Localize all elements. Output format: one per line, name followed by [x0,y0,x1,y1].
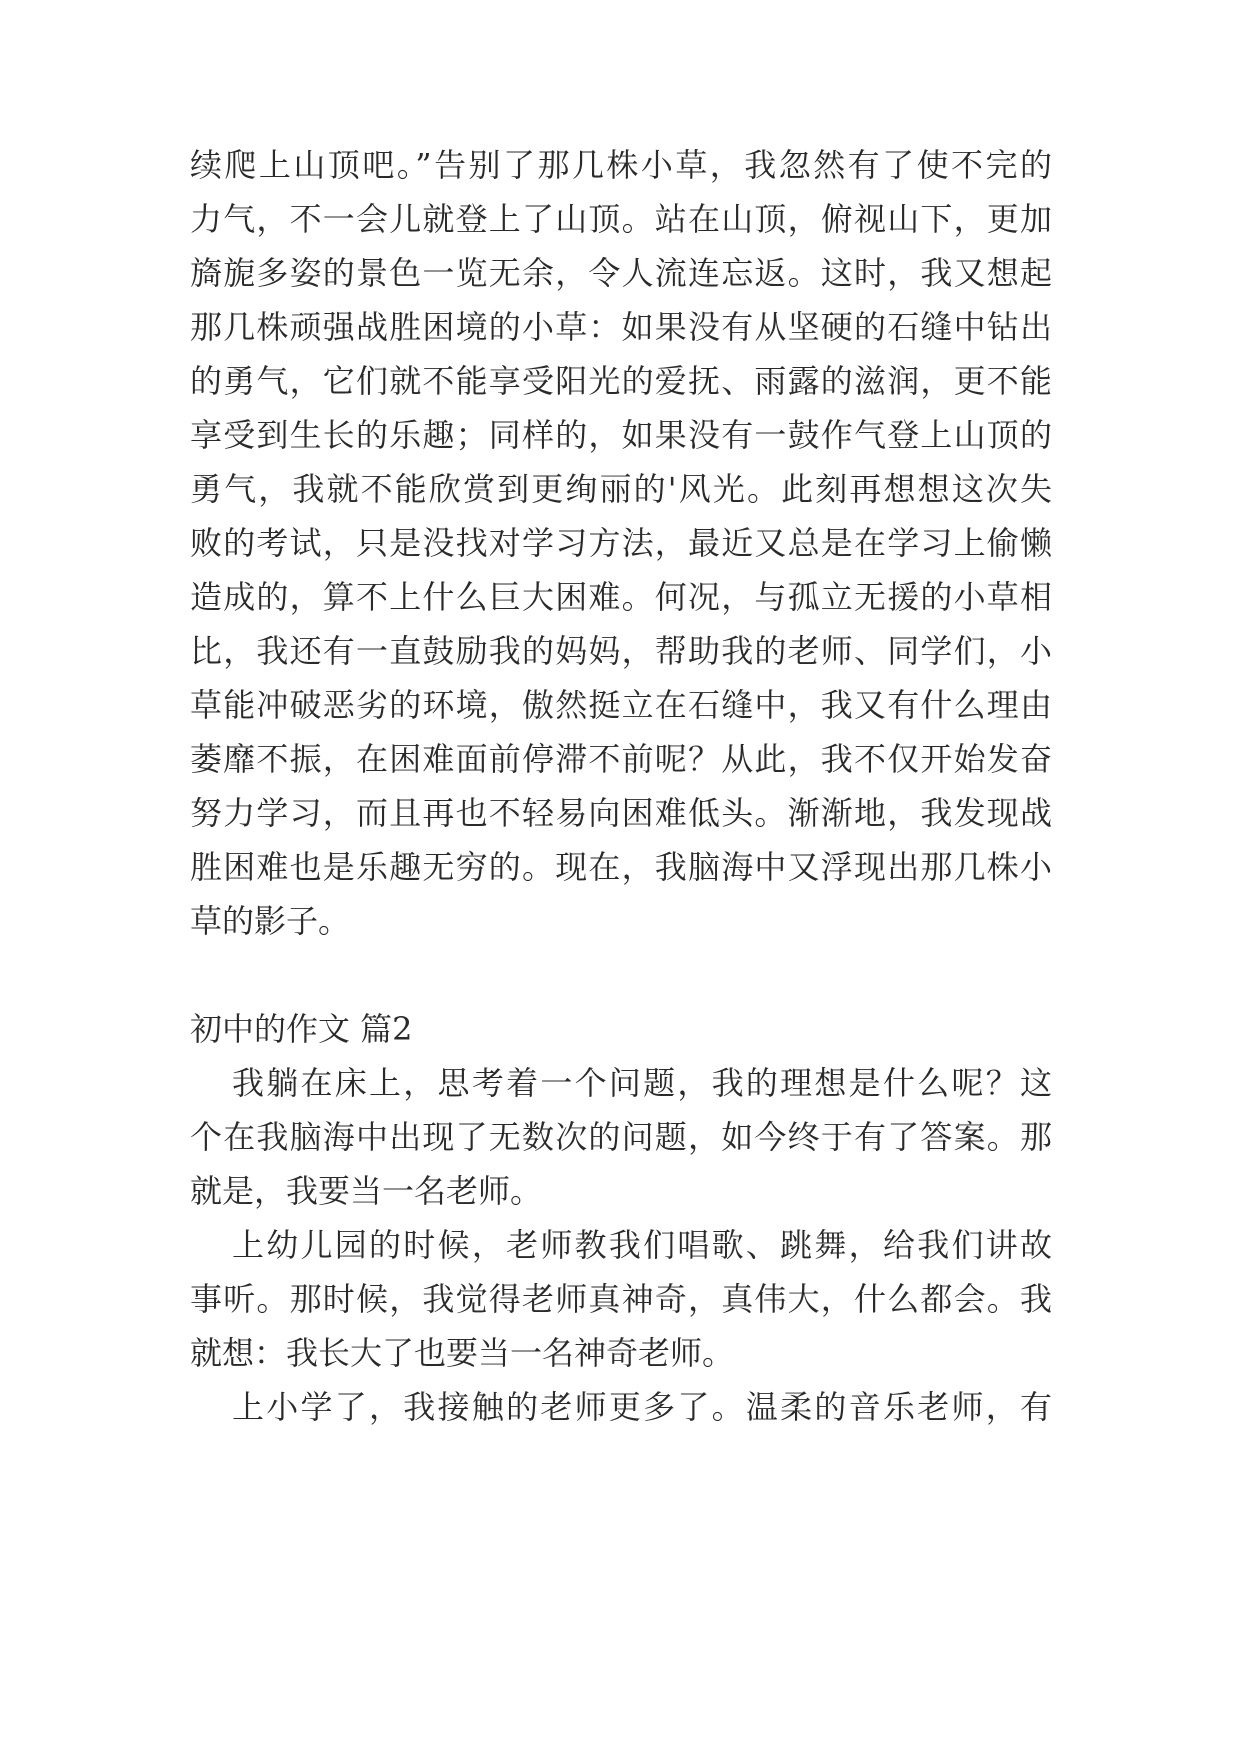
text-line: 造成的，算不上什么巨大困难。何况，与孤立无援的小草相 [190,578,1052,616]
text-line: 比，我还有一直鼓励我的妈妈，帮助我的老师、同学们，小 [190,632,1052,670]
text-line: 草的影子。 [190,902,351,940]
text-line: 萎靡不振，在困难面前停滞不前呢？从此，我不仅开始发奋 [190,740,1052,778]
text-line: 旖旎多姿的景色一览无余，令人流连忘返。这时，我又想起 [190,254,1052,292]
text-line: 上小学了，我接触的老师更多了。温柔的音乐老师，有 [232,1388,1052,1426]
text-line: 续爬上山顶吧。”告别了那几株小草，我忽然有了使不完的 [190,146,1052,184]
text-line: 的勇气，它们就不能享受阳光的爱抚、雨露的滋润，更不能 [190,362,1052,400]
text-line: 享受到生长的乐趣；同样的，如果没有一鼓作气登上山顶的 [190,416,1052,454]
text-line: 努力学习，而且再也不轻易向困难低头。渐渐地，我发现战 [190,794,1052,832]
text-line: 胜困难也是乐趣无穷的。现在，我脑海中又浮现出那几株小 [190,848,1052,886]
document-body [190,138,1052,1434]
blank-line [190,948,1052,1002]
text-line: 败的考试，只是没找对学习方法，最近又总是在学习上偷懒 [190,524,1052,562]
text-line: 力气，不一会儿就登上了山顶。站在山顶，俯视山下，更加 [190,200,1052,238]
text-line: 事听。那时候，我觉得老师真神奇，真伟大，什么都会。我 [190,1280,1052,1318]
text-line: 那几株顽强战胜困境的小草：如果没有从坚硬的石缝中钻出 [190,308,1052,346]
text-line: 就想：我长大了也要当一名神奇老师。 [190,1334,735,1372]
text-line: 就是，我要当一名老师。 [190,1172,543,1210]
text-line: 勇气，我就不能欣赏到更绚丽的'风光。此刻再想想这次失 [190,470,1052,508]
text-line: 草能冲破恶劣的环境，傲然挺立在石缝中，我又有什么理由 [190,686,1052,724]
paragraph [190,1056,1052,1218]
paragraph [190,1218,1052,1380]
text-line: 我躺在床上，思考着一个问题，我的理想是什么呢？这 [232,1064,1052,1102]
text-line: 上幼儿园的时候，老师教我们唱歌、跳舞，给我们讲故 [232,1226,1052,1264]
section-title: 初中的作文 篇2 [190,1010,413,1048]
text-line: 个在我脑海中出现了无数次的问题，如今终于有了答案。那 [190,1118,1052,1156]
paragraph [190,1380,1052,1434]
